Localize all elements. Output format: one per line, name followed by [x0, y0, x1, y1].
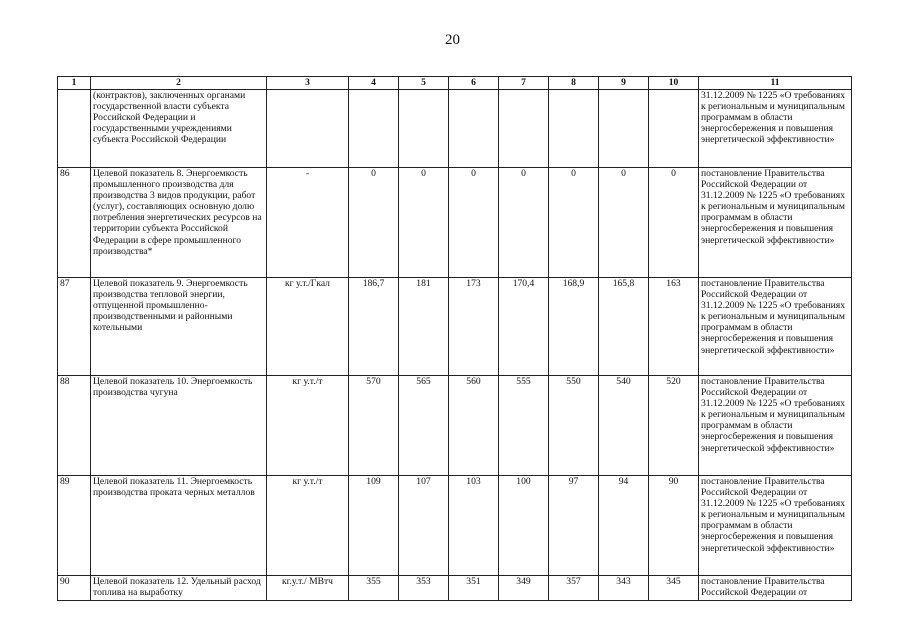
value-cell [649, 90, 699, 168]
page-number: 20 [445, 32, 460, 48]
value-cell [499, 90, 549, 168]
value-cell: 170,4 [499, 278, 549, 376]
legal-reference: постановление Правительства Российской Федерации от 31.12.2009 № 1225 «О требованиях к региональным и муниципальным программам в области энергосбережения и повышения энергетической эффективности» [699, 168, 852, 278]
value-cell: 97 [549, 476, 599, 576]
row-number: 89 [58, 476, 91, 576]
header-row [58, 77, 852, 90]
value-cell: 550 [549, 376, 599, 476]
value-cell: 90 [649, 476, 699, 576]
column-header: 6 [449, 77, 499, 90]
value-cell: 107 [399, 476, 449, 576]
unit-cell: - [267, 168, 349, 278]
unit-cell: кг у.т./т [267, 476, 349, 576]
value-cell: 163 [649, 278, 699, 376]
column-header: 8 [549, 77, 599, 90]
value-cell: 0 [449, 168, 499, 278]
value-cell: 355 [349, 576, 399, 601]
table-row [58, 278, 852, 376]
value-cell: 349 [499, 576, 549, 601]
value-cell: 0 [499, 168, 549, 278]
targets-table [57, 76, 852, 601]
column-header: 5 [399, 77, 449, 90]
legal-reference: 31.12.2009 № 1225 «О требованиях к региональным и муниципальным программам в области энергосбережения и повышения энергетической эффективности» [699, 90, 852, 168]
value-cell: 173 [449, 278, 499, 376]
value-cell: 520 [649, 376, 699, 476]
value-cell: 357 [549, 576, 599, 601]
value-cell: 0 [399, 168, 449, 278]
value-cell: 565 [399, 376, 449, 476]
value-cell: 165,8 [599, 278, 649, 376]
column-header: 3 [267, 77, 349, 90]
value-cell: 540 [599, 376, 649, 476]
legal-reference: постановление Правительства Российской Федерации от 31.12.2009 № 1225 «О требованиях к региональным и муниципальным программам в области энергосбережения и повышения энергетической эффективности» [699, 476, 852, 576]
table-row [58, 376, 852, 476]
row-number: 86 [58, 168, 91, 278]
value-cell: 100 [499, 476, 549, 576]
row-number: 88 [58, 376, 91, 476]
row-number [58, 90, 91, 168]
table-row [58, 90, 852, 168]
value-cell: 109 [349, 476, 399, 576]
value-cell: 351 [449, 576, 499, 601]
indicator-description: Целевой показатель 9. Энергоемкость производства тепловой энергии, отпущенной промышленно-производственными и районными котельными [91, 278, 267, 376]
table-row [58, 576, 852, 601]
value-cell: 345 [649, 576, 699, 601]
indicator-description: Целевой показатель 8. Энергоемкость промышленного производства для производства 3 видов продукции, работ (услуг), составляющих основную долю потребления энергетических ресурсов на территории субъекта Российской Федерации в сфере промышленного производства* [91, 168, 267, 278]
legal-reference: постановление Правительства Российской Федерации от 31.12.2009 № 1225 «О требованиях к региональным и муниципальным программам в области энергосбережения и повышения энергетической эффективности» [699, 376, 852, 476]
column-header: 1 [58, 77, 91, 90]
column-header: 7 [499, 77, 549, 90]
column-header: 10 [649, 77, 699, 90]
value-cell [399, 90, 449, 168]
value-cell: 0 [649, 168, 699, 278]
legal-reference: постановление Правительства Российской Федерации от 31.12.2009 № 1225 «О требованиях к региональным и муниципальным программам в области энергосбережения и повышения энергетической эффективности» [699, 278, 852, 376]
indicator-description: Целевой показатель 12. Удельный расход топлива на выработку [91, 576, 267, 601]
indicator-description: Целевой показатель 11. Энергоемкость производства проката черных металлов [91, 476, 267, 576]
value-cell: 570 [349, 376, 399, 476]
value-cell: 343 [599, 576, 649, 601]
unit-cell [267, 90, 349, 168]
unit-cell: кг.у.т./ МВтч [267, 576, 349, 601]
legal-reference: постановление Правительства Российской Федерации от [699, 576, 852, 601]
indicator-description: (контрактов), заключенных органами государственной власти субъекта Российской Федерации и государственными учреждениями субъекта Российской Федерации [91, 90, 267, 168]
value-cell: 560 [449, 376, 499, 476]
column-header: 11 [699, 77, 852, 90]
value-cell: 0 [599, 168, 649, 278]
value-cell [599, 90, 649, 168]
table-row [58, 168, 852, 278]
value-cell: 353 [399, 576, 449, 601]
value-cell: 181 [399, 278, 449, 376]
value-cell: 186,7 [349, 278, 399, 376]
value-cell [549, 90, 599, 168]
column-header: 9 [599, 77, 649, 90]
value-cell [449, 90, 499, 168]
value-cell [349, 90, 399, 168]
indicator-description: Целевой показатель 10. Энергоемкость производства чугуна [91, 376, 267, 476]
table-row [58, 476, 852, 576]
value-cell: 0 [349, 168, 399, 278]
unit-cell: кг у.т./т [267, 376, 349, 476]
value-cell: 168,9 [549, 278, 599, 376]
value-cell: 0 [549, 168, 599, 278]
row-number: 87 [58, 278, 91, 376]
column-header: 4 [349, 77, 399, 90]
unit-cell: кг у.т./Гкал [267, 278, 349, 376]
row-number: 90 [58, 576, 91, 601]
value-cell: 94 [599, 476, 649, 576]
value-cell: 555 [499, 376, 549, 476]
value-cell: 103 [449, 476, 499, 576]
column-header: 2 [91, 77, 267, 90]
